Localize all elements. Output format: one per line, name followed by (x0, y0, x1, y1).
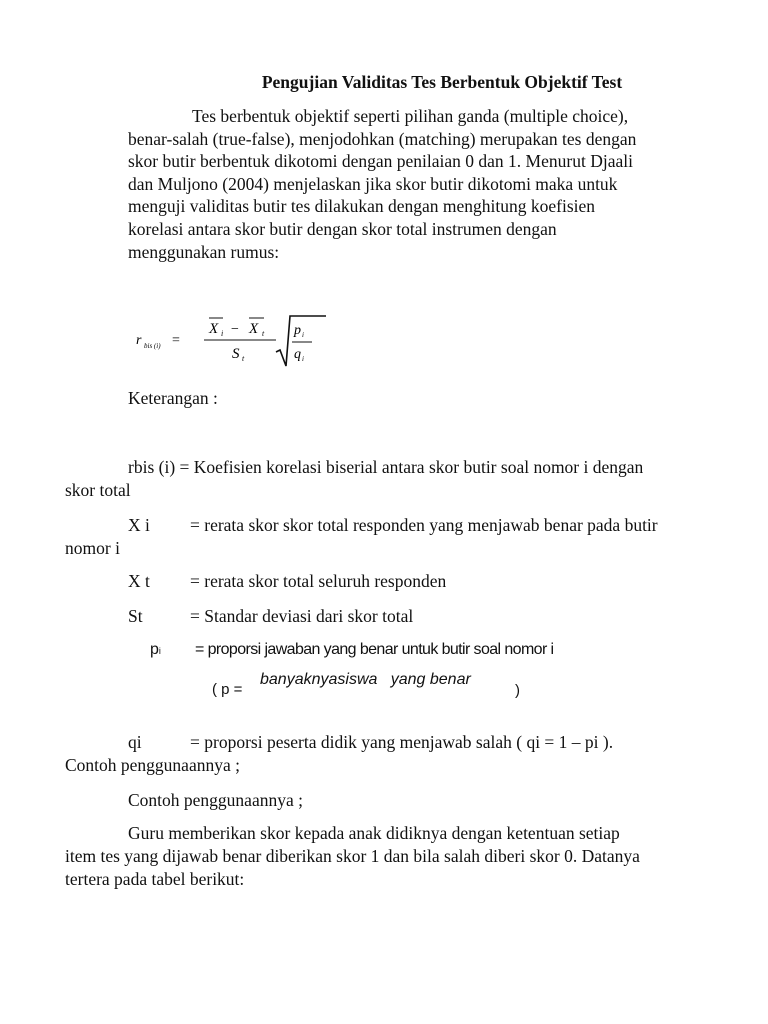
pi-term-sub: i (158, 646, 161, 656)
xi-definition: = rerata skor skor total responden yang menjawab benar pada butir (190, 515, 658, 535)
intro-line: menggunakan rumus: (128, 241, 280, 262)
qi-definition: = proporsi peserta didik yang menjawab salah ( qi = 1 – pi ). (190, 732, 614, 752)
pi-term-letter: p (150, 641, 159, 658)
p-formula-numerator: banyaknyasiswa yang benar (260, 671, 471, 688)
rbis-definition-cont: skor total (65, 480, 131, 500)
intro-line: skor butir berbentuk dikotomi dengan penilaian 0 dan 1. Menurut Djaali (128, 151, 633, 172)
formula-minus: − (231, 322, 239, 337)
pi-term (150, 641, 161, 659)
formula-lhs-sub: bis (i) (144, 342, 161, 350)
formula-den-sub: t (242, 354, 245, 363)
keterangan-label: Keterangan : (128, 388, 218, 408)
biserial-formula (136, 314, 326, 368)
formula-num-a-sub: i (221, 329, 224, 338)
intro-line: dan Muljono (2004) menjelaskan jika skor butir dikotomi maka untuk (128, 173, 618, 194)
xi-definition-cont: nomor i (65, 538, 120, 558)
formula-den: S (232, 346, 240, 362)
formula-sqrt-den: q (294, 347, 301, 362)
intro-line: menguji validitas butir tes dilakukan dengan menghitung koefisien (128, 196, 596, 217)
p-formula-close: ) (515, 682, 520, 699)
xt-definition: = rerata skor total seluruh responden (190, 571, 447, 591)
qi-term: qi (128, 732, 142, 752)
intro-line: korelasi antara skor butir dengan skor total instrumen dengan (128, 218, 557, 239)
sqrt-radical (276, 316, 326, 366)
p-formula-open: ( p = (212, 681, 243, 698)
pi-definition: = proporsi jawaban yang benar untuk butir soal nomor i (195, 641, 554, 658)
intro-paragraph (128, 105, 636, 263)
rbis-definition: rbis (i) = Koefisien korelasi biserial antara skor butir soal nomor i dengan (128, 457, 644, 477)
page-title: Pengujian Validitas Tes Berbentuk Objektif Test (261, 72, 623, 92)
formula-equals: = (172, 333, 180, 348)
formula-sqrt-num-sub: i (302, 331, 304, 339)
xt-term: X t (128, 571, 150, 591)
guru-line: Guru memberikan skor kepada anak didiknya dengan ketentuan setiap (128, 823, 620, 843)
xi-term: X i (128, 515, 150, 535)
guru-line: item tes yang dijawab benar diberikan skor 1 dan bila salah diberi skor 0. Datanya (65, 846, 640, 866)
qi-definition-cont: Contoh penggunaannya ; (65, 755, 240, 775)
formula-sqrt-den-sub: i (302, 355, 304, 363)
formula-num-a: X (209, 321, 219, 337)
intro-line: benar-salah (true-false), menjodohkan (matching) merupakan tes dengan (128, 128, 637, 149)
formula-num-b-sub: t (262, 329, 265, 338)
formula-lhs: r (136, 333, 142, 348)
formula-num-b: X (249, 321, 259, 337)
contoh-heading: Contoh penggunaannya ; (128, 790, 303, 810)
guru-line: tertera pada tabel berikut: (65, 869, 245, 889)
st-term: St (128, 606, 143, 626)
st-definition: = Standar deviasi dari skor total (190, 606, 414, 626)
intro-line: Tes berbentuk objektif seperti pilihan ganda (multiple choice), (192, 106, 629, 126)
formula-sqrt-num: p (294, 323, 301, 338)
